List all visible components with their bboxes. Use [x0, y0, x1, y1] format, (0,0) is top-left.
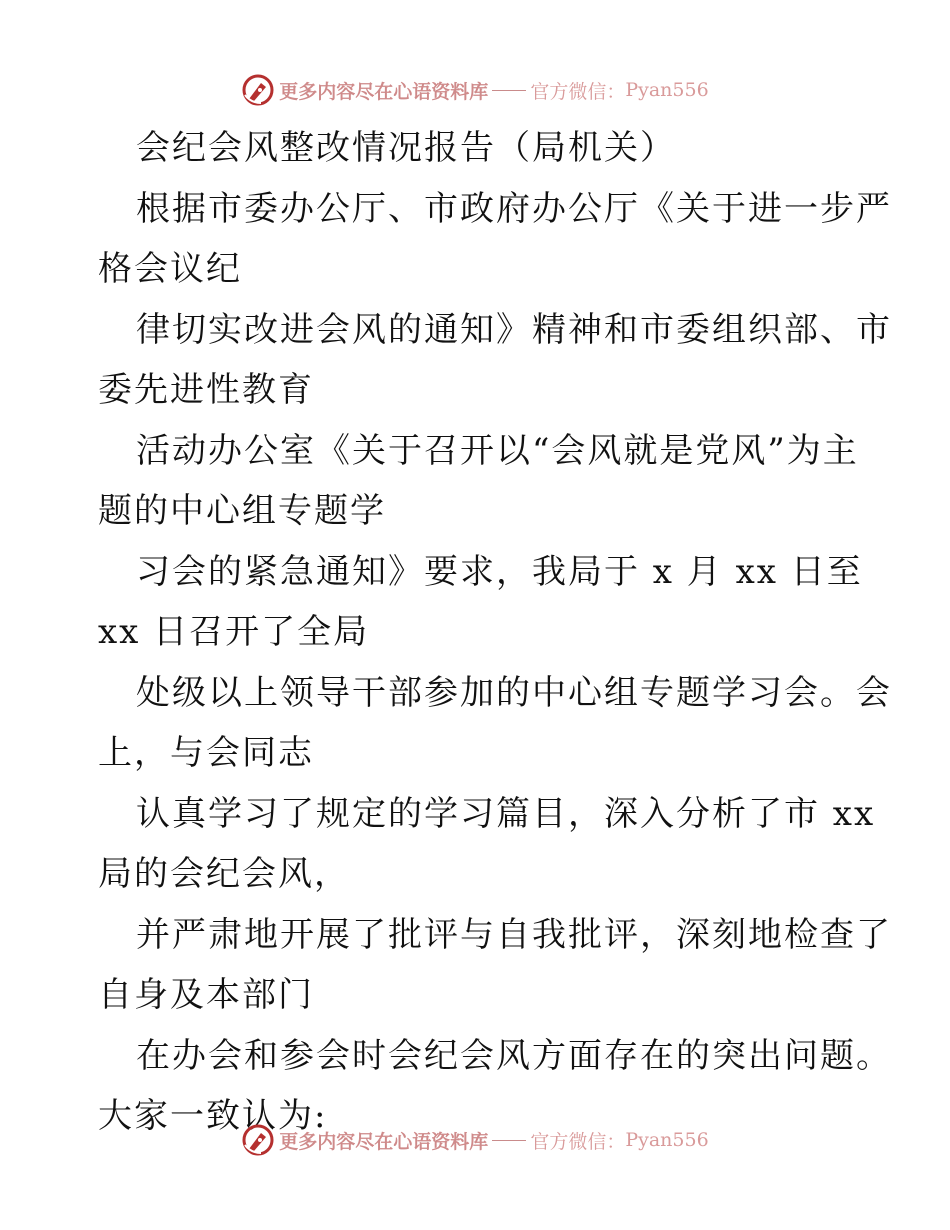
banner-contact-id: Pyan556	[625, 79, 709, 101]
pen-nib-logo-icon	[241, 73, 275, 107]
paragraph-line: 认真学习了规定的学习篇目，深入分析了市 xx	[136, 793, 876, 834]
header-banner	[0, 70, 950, 110]
paragraph-line: 会纪会风整改情况报告（局机关）	[136, 128, 676, 168]
paragraph-line: 大家一致认为:	[98, 1096, 328, 1136]
paragraph-line: 局的会纪会风，	[98, 854, 350, 894]
paragraph-line: 活动办公室《关于召开以“会风就是党风”为主	[136, 430, 859, 471]
paragraph-line: 律切实改进会风的通知》精神和市委组织部、市	[136, 309, 892, 350]
banner-text: 更多内容尽在心语资料库	[279, 1130, 489, 1153]
footer-banner	[0, 1120, 950, 1160]
paragraph-line: 格会议纪	[98, 249, 242, 289]
banner-separator	[492, 90, 526, 91]
paragraph-line: 委先进性教育	[98, 370, 314, 410]
paragraph-line: 根据市委办公厅、市政府办公厅《关于进一步严	[136, 188, 892, 229]
paragraph-line: 题的中心组专题学	[98, 491, 386, 531]
paragraph-line: 上，与会同志	[98, 733, 314, 773]
pen-nib-logo-icon	[241, 1123, 275, 1157]
paragraph-line: 自身及本部门	[98, 975, 314, 1015]
paragraph-line: 习会的紧急通知》要求，我局于 x 月 xx 日至	[136, 551, 863, 592]
banner-text: 更多内容尽在心语资料库	[279, 80, 489, 103]
document-body	[98, 118, 892, 1147]
banner-contact-label: 官方微信：	[530, 80, 626, 103]
paragraph-line: 处级以上领导干部参加的中心组专题学习会。会	[136, 672, 892, 713]
paragraph-line: 并严肃地开展了批评与自我批评，深刻地检查了	[136, 914, 892, 955]
paragraph-line: 在办会和参会时会纪会风方面存在的突出问题。	[136, 1035, 892, 1076]
banner-contact-label: 官方微信：	[530, 1130, 626, 1153]
banner-contact-id: Pyan556	[625, 1129, 709, 1151]
banner-separator	[492, 1140, 526, 1141]
paragraph-line: xx 日召开了全局	[98, 612, 370, 652]
